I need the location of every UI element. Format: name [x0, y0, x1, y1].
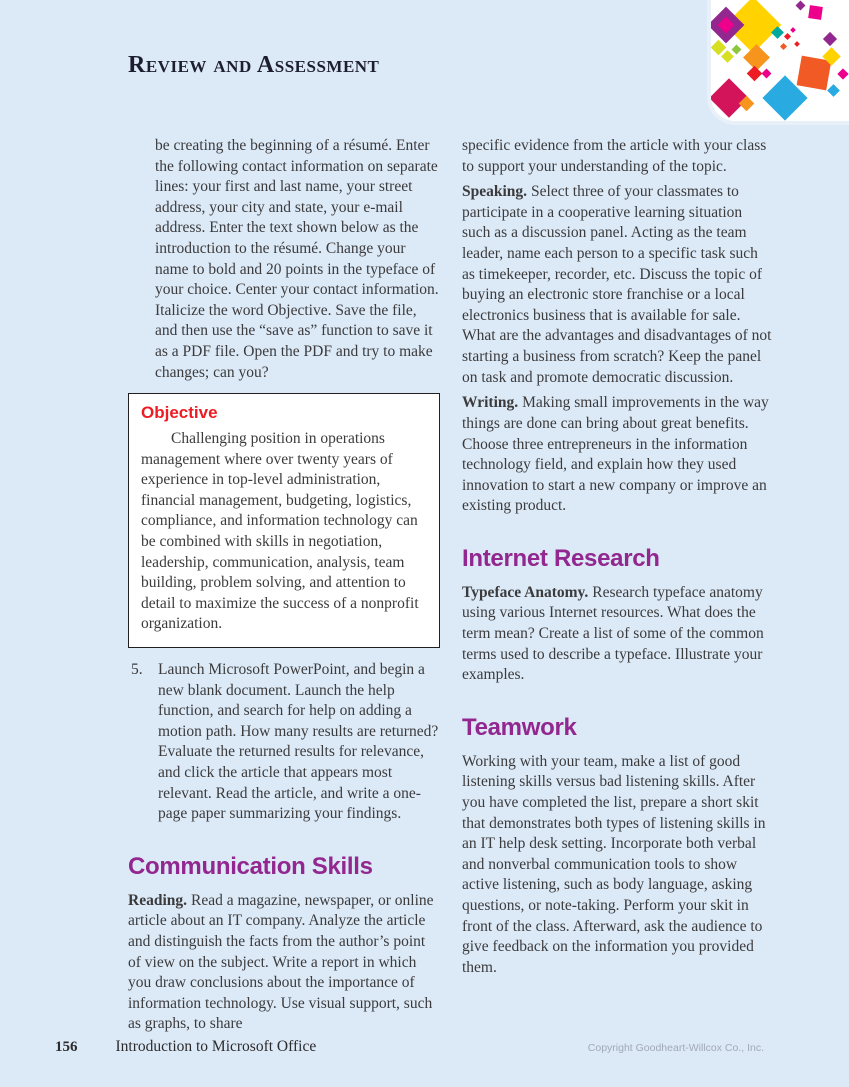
list-item-text: Launch Microsoft PowerPoint, and begin a new blank document. Launch the help function, and search for help on adding a motion path. How many results are returned? Evaluate the returned results for relevance, and click the article that appears most relevant. Read the article, and write a one-page paper summarizing your findings. [158, 661, 439, 823]
diamond-shape [732, 45, 742, 55]
footer-copyright: Copyright Goodheart-Willcox Co., Inc. [587, 1042, 764, 1054]
speaking-text: Select three of your classmates to participate in a cooperative learning situation such as a discussion panel. Acting as the team leader, name each person to a specific task such as timekeeper, recorder, etc. Discuss the topic of buying an electronic store franchise or a local electronics business that is available for sale. What are the advantages and disadvantages of not starting a business from scratch? Keep the panel on task and promote democratic discussion. [462, 183, 772, 386]
writing-paragraph [462, 393, 774, 517]
reading-paragraph [128, 891, 440, 1035]
page-footer [0, 1038, 849, 1056]
diamond-shape [747, 66, 763, 82]
footer-page-number: 156 [55, 1039, 78, 1055]
list-item-number: 5. [131, 661, 143, 679]
diamond-shape [796, 1, 806, 11]
page-title: Review and Assessment [128, 52, 380, 78]
diamond-shape [827, 84, 840, 97]
typeface-anatomy-text: Research typeface anatomy using various Internet resources. What does the term mean? Create a list of some of the common terms used to describe a typeface. Illustrate your examples. [462, 583, 764, 684]
diamond-shape [790, 27, 796, 33]
diamond-shape [784, 33, 791, 40]
reading-label: Reading. [128, 891, 187, 909]
diamond-shape [837, 68, 848, 79]
section-heading-internet-research: Internet Research [462, 544, 660, 572]
speaking-paragraph [462, 182, 774, 388]
diamond-shape [780, 43, 787, 50]
diamond-shape [794, 41, 800, 47]
section-heading-communication-skills: Communication Skills [128, 852, 373, 880]
typeface-anatomy-label: Typeface Anatomy. [462, 583, 589, 601]
diamond-shape [762, 69, 772, 79]
writing-text: Making small improvements in the way things are done can bring about great benefits. Choose three entrepreneurs in the information technology field, and explain how they used innovation to start a new company or improve an existing product. [462, 394, 769, 515]
diamond-shape [823, 32, 837, 46]
footer-book-title: Introduction to Microsoft Office [115, 1038, 317, 1055]
diamond-shape [721, 50, 734, 63]
right-column [462, 136, 774, 1040]
diamond-shape [808, 5, 823, 20]
list-item-5 [128, 660, 440, 825]
objective-box-body: Challenging position in operations management where over twenty years of experience in top-level administration, financial management, budgeting, logistics, compliance, and information technology can be combined with skills in negotiation, leadership, communication, analysis, team building, problem solving, and attention to detail to maximize the success of a nonprofit organization. [141, 429, 419, 633]
typeface-anatomy-paragraph [462, 583, 774, 686]
objective-box-title: Objective [141, 403, 218, 423]
teamwork-paragraph: Working with your team, make a list of good listening skills versus bad listening skills. After you have completed the list, prepare a short skit that demonstrates both types of listening skills in an IT help desk setting. Incorporate both verbal and nonverbal communication tools to show active listening, such as body language, asking questions, or note-taking. Perform your skit in front of the class. Afterward, ask the audience to give feedback on the information you provided them. [462, 752, 766, 976]
section-heading-teamwork: Teamwork [462, 713, 577, 741]
speaking-label: Speaking. [462, 183, 528, 201]
objective-box [128, 393, 440, 648]
writing-label: Writing. [462, 394, 519, 412]
corner-collage-art [711, 0, 849, 121]
reading-text: Read a magazine, newspaper, or online article about an IT company. Analyze the article and distinguish the facts from the author’s point of view on the subject. Write a report in which you draw conclusions about the importance of information technology. Use visual support, such as graphs, to share [128, 891, 434, 1033]
reading-continued-paragraph: specific evidence from the article with your class to support your understanding of the topic. [462, 137, 767, 175]
list-item-4-continuation: be creating the beginning of a résumé. Enter the following contact information on separate lines: your first and last name, your street address, your city and state, your e-mail address. Enter the text shown below as the introduction to the résumé. Change your name to bold and 20 points in the typeface of your choice. Center your contact information. Italicize the word Objective. Save the file, and then use the “save as” function to save it as a PDF file. Open the PDF and try to make changes; can you? [155, 137, 439, 381]
left-column [128, 136, 440, 1040]
page-body [128, 136, 774, 1040]
